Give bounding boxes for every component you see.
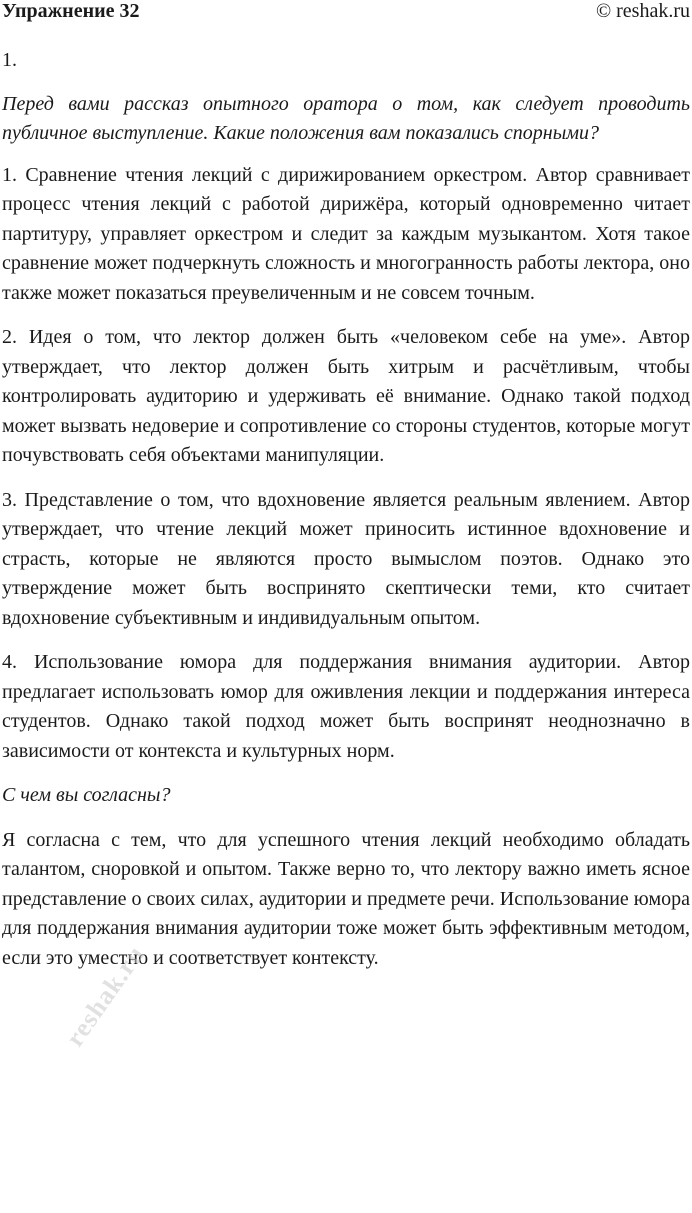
question-1: Перед вами рассказ опытного оратора о том, как следует проводить публичное выступление. Какие положения вам показались спорными? <box>2 92 690 144</box>
exercise-title: Упражнение 32 <box>2 0 140 22</box>
site-copyright: © reshak.ru <box>595 0 690 22</box>
task-number: 1. <box>2 49 17 71</box>
answer-item-3: 3. Представление о том, что вдохновение является реальным явлением. Автор утверждает, что чтение лекций может приносить истинное вдохновение и страсть, которые не являются просто вымыслом поэтов. Однако это утверждение может быть воспринято скептически теми, кто считает вдохновение субъективным и индивидуальным опытом. <box>2 488 690 629</box>
answer-2: Я согласна с тем, что для успешного чтения лекций необходимо обладать талантом, сноровкой и опытом. Также верно то, что лектору важно иметь ясное представление о своих силах, аудитории и предмете речи. Использование юмора для поддержания внимания аудитории тоже может быть эффективным методом, если это уместно и соответствует контексту. <box>2 828 690 969</box>
answer-item-4: 4. Использование юмора для поддержания внимания аудитории. Автор предлагает использовать юмор для оживления лекции и поддержания интереса студентов. Однако такой подход может быть воспринят неоднозначно в зависимости от контекста и культурных норм. <box>2 651 690 762</box>
watermark: reshak.ru <box>60 939 151 1052</box>
header <box>2 0 690 26</box>
question-2: С чем вы согласны? <box>2 784 171 806</box>
answer-item-2: 2. Идея о том, что лектор должен быть «человеком себе на уме». Автор утверждает, что лектор должен быть хитрым и расчётливым, чтобы контролировать аудиторию и удерживать её внимание. Однако такой подход может вызвать недоверие и сопротивление со стороны студентов, которые могут почувствовать себя объектами манипуляции. <box>2 326 690 466</box>
answer-item-1: 1. Сравнение чтения лекций с дирижированием оркестром. Автор сравнивает процесс чтения лекций с работой дирижёра, который одновременно читает партитуру, управляет оркестром и следит за каждым музыкантом. Хотя такое сравнение может подчеркнуть сложность и многогранность работы лектора, оно также может показаться преувеличенным и не совсем точным. <box>2 163 690 304</box>
